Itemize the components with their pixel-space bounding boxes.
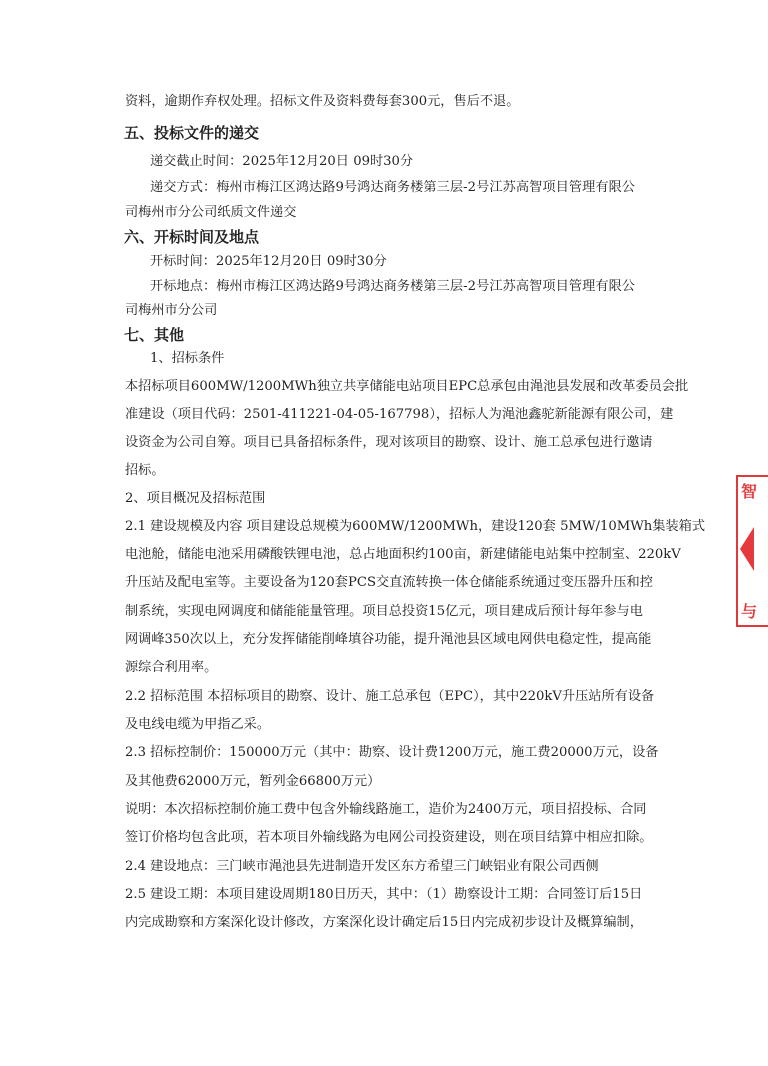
text-line: 及其他费62000万元，暂列金66800万元） bbox=[125, 774, 381, 789]
text-line: 2.2 招标范围 本招标项目的勘察、设计、施工总承包（EPC），其中220kV升压站所有设备 bbox=[125, 689, 655, 704]
text-line: 司梅州市分公司纸质文件递交 bbox=[125, 205, 297, 220]
text-line: 说明：本次招标控制价施工费中包含外输线路施工，造价为2400万元，项目招投标、合同 bbox=[125, 802, 647, 817]
text-line: 升压站及配电室等。主要设备为120套PCS交直流转换一体仓储能系统通过变压器升压和控 bbox=[125, 575, 653, 590]
seal-char: 智 bbox=[741, 482, 758, 501]
seal-char: 与 bbox=[741, 602, 758, 621]
text-line: 递交方式：梅州市梅江区鸿达路9号鸿达商务楼第三层-2号江苏高智项目管理有限公 bbox=[150, 180, 635, 195]
section-heading: 六、开标时间及地点 bbox=[124, 228, 260, 246]
text-line: 设资金为公司自筹。项目已具备招标条件，现对该项目的勘察、设计、施工总承包进行邀请 bbox=[125, 435, 653, 450]
section-heading: 五、投标文件的递交 bbox=[124, 124, 260, 142]
text-line: 本招标项目600MW/1200MWh独立共享储能电站项目EPC总承包由渑池县发展和改革委员会批 bbox=[125, 379, 689, 394]
text-line: 2.3 招标控制价：150000万元（其中：勘察、设计费1200万元，施工费20000万元，设备 bbox=[125, 745, 659, 760]
company-seal-stamp bbox=[736, 475, 768, 627]
text-line: 2.5 建设工期：本项目建设周期180日历天，其中：（1）勘察设计工期：合同签订后15日 bbox=[125, 887, 643, 902]
seal-star-icon bbox=[740, 527, 754, 571]
text-line: 签订价格均包含此项，若本项目外输线路为电网公司投资建设，则在项目结算中相应扣除。 bbox=[125, 830, 653, 845]
text-line: 2、项目概况及招标范围 bbox=[125, 491, 266, 506]
text-line: 电池舱，储能电池采用磷酸铁锂电池，总占地面积约100亩，新建储能电站集中控制室、220kV bbox=[125, 547, 681, 562]
text-line: 及电线电缆为甲指乙采。 bbox=[125, 717, 271, 732]
text-line: 2.1 建设规模及内容 项目建设总规模为600MW/1200MWh，建设120套 5MW/10MWh集装箱式 bbox=[125, 519, 706, 534]
text-line: 网调峰350次以上，充分发挥储能削峰填谷功能，提升渑池县区域电网供电稳定性，提高能 bbox=[125, 632, 652, 647]
text-line: 2.4 建设地点：三门峡市渑池县先进制造开发区东方希望三门峡铝业有限公司西侧 bbox=[125, 859, 599, 874]
text-line: 开标时间：2025年12月20日 09时30分 bbox=[150, 254, 387, 269]
section-heading: 七、其他 bbox=[124, 326, 185, 344]
text-line: 源综合利用率。 bbox=[125, 660, 218, 675]
text-line: 司梅州市分公司 bbox=[125, 303, 218, 318]
text-line: 递交截止时间：2025年12月20日 09时30分 bbox=[150, 154, 414, 169]
text-line: 1、招标条件 bbox=[150, 351, 225, 366]
text-line: 内完成勘察和方案深化设计修改，方案深化设计确定后15日内完成初步设计及概算编制， bbox=[125, 915, 643, 930]
text-line: 资料，逾期作弃权处理。招标文件及资料费每套300元，售后不退。 bbox=[125, 94, 520, 109]
text-line: 准建设（项目代码：2501-411221-04-05-167798），招标人为渑池鑫驼新能源有限公司，建 bbox=[125, 407, 674, 422]
text-line: 制系统，实现电网调度和储能能量管理。项目总投资15亿元，项目建成后预计每年参与电 bbox=[125, 604, 643, 619]
text-line: 招标。 bbox=[125, 463, 165, 478]
text-line: 开标地点：梅州市梅江区鸿达路9号鸿达商务楼第三层-2号江苏高智项目管理有限公 bbox=[150, 279, 635, 294]
